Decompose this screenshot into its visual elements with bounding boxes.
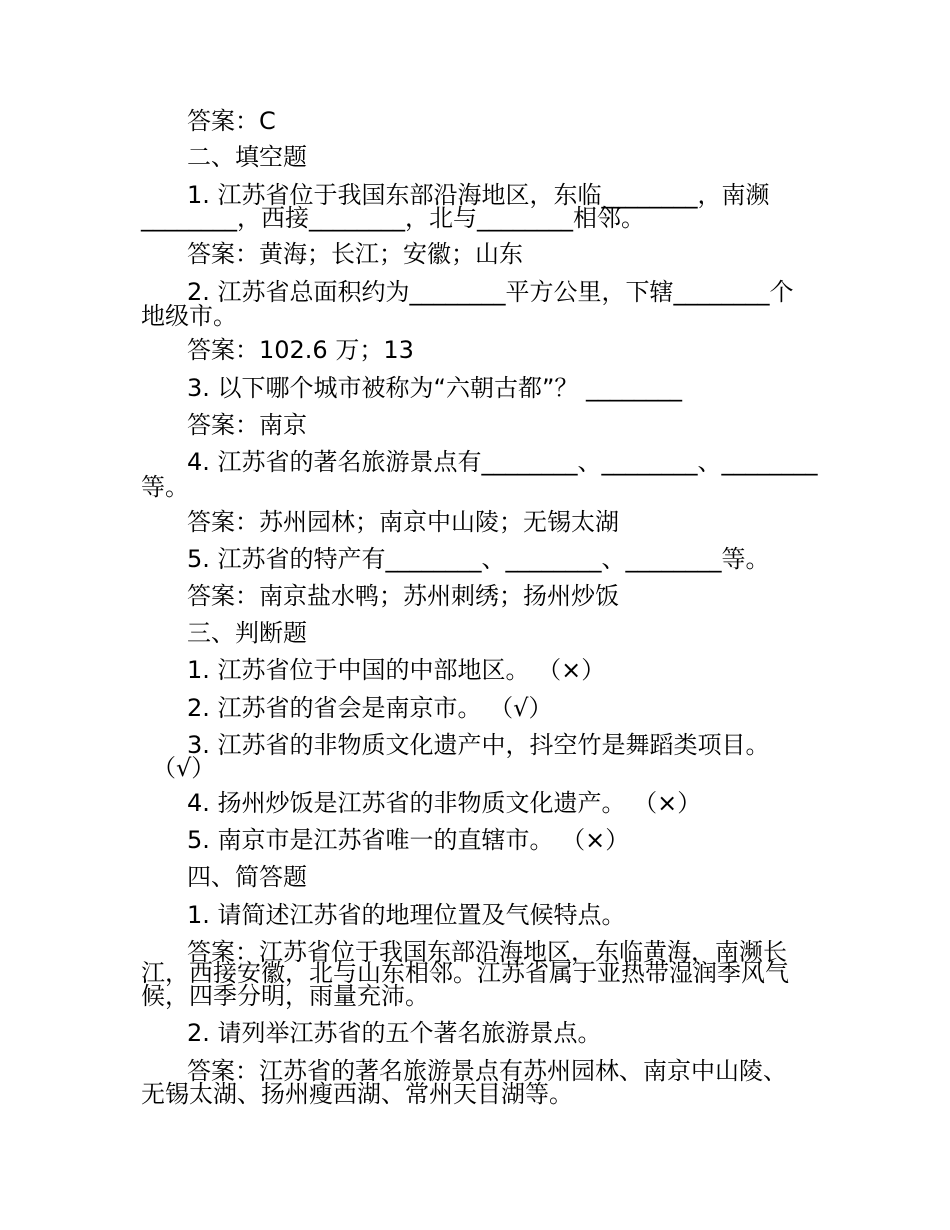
answer-line-continuation: 候，四季分明，雨量充沛。 bbox=[141, 982, 429, 1010]
answer-line-continuation: 无锡太湖、扬州瘦西湖、常州天目湖等。 bbox=[141, 1080, 573, 1108]
question-line: 2. 江苏省的省会是南京市。 （√） bbox=[187, 694, 553, 722]
section-heading: 四、简答题 bbox=[187, 863, 307, 891]
section-heading: 三、判断题 bbox=[187, 619, 307, 647]
question-line: 1. 江苏省位于中国的中部地区。 （×） bbox=[187, 656, 606, 684]
question-line-continuation: 地级市。 bbox=[141, 302, 237, 330]
question-line: 2. 江苏省总面积约为________平方公里，下辖________个 bbox=[187, 278, 794, 306]
question-line: 5. 南京市是江苏省唯一的直辖市。 （×） bbox=[187, 826, 630, 854]
answer-line: 答案：黄海；长江；安徽；山东 bbox=[187, 240, 523, 268]
answer-line: 答案：苏州园林；南京中山陵；无锡太湖 bbox=[187, 508, 619, 536]
question-line-continuation: 等。 bbox=[141, 473, 189, 501]
question-line: 3. 江苏省的非物质文化遗产中，抖空竹是舞蹈类项目。 bbox=[187, 731, 770, 759]
question-line: 4. 江苏省的著名旅游景点有________、________、________ bbox=[187, 448, 818, 476]
question-line: 1. 江苏省位于我国东部沿海地区，东临________，南濒 bbox=[187, 181, 770, 209]
question-line: 1. 请简述江苏省的地理位置及气候特点。 bbox=[187, 901, 626, 929]
answer-line: 答案：江苏省位于我国东部沿海地区，东临黄海，南濒长 bbox=[187, 938, 787, 966]
section-heading: 二、填空题 bbox=[187, 143, 307, 171]
question-line-continuation: ________，西接________，北与________相邻。 bbox=[141, 204, 645, 232]
answer-line: 答案：江苏省的著名旅游景点有苏州园林、南京中山陵、 bbox=[187, 1057, 787, 1085]
question-line: 2. 请列举江苏省的五个著名旅游景点。 bbox=[187, 1019, 602, 1047]
answer-line-continuation: 江，西接安徽，北与山东相邻。江苏省属于亚热带湿润季风气 bbox=[141, 959, 789, 987]
question-line-continuation: （√） bbox=[152, 754, 216, 782]
question-line: 3. 以下哪个城市被称为“六朝古都”？ ________ bbox=[187, 374, 683, 402]
answer-line: 答案：C bbox=[187, 107, 276, 135]
question-line: 4. 扬州炒饭是江苏省的非物质文化遗产。 （×） bbox=[187, 789, 702, 817]
question-line: 5. 江苏省的特产有________、________、________等。 bbox=[187, 545, 770, 573]
answer-line: 答案：南京 bbox=[187, 411, 307, 439]
answer-line: 答案：102.6 万；13 bbox=[187, 336, 414, 364]
answer-line: 答案：南京盐水鸭；苏州刺绣；扬州炒饭 bbox=[187, 582, 619, 610]
